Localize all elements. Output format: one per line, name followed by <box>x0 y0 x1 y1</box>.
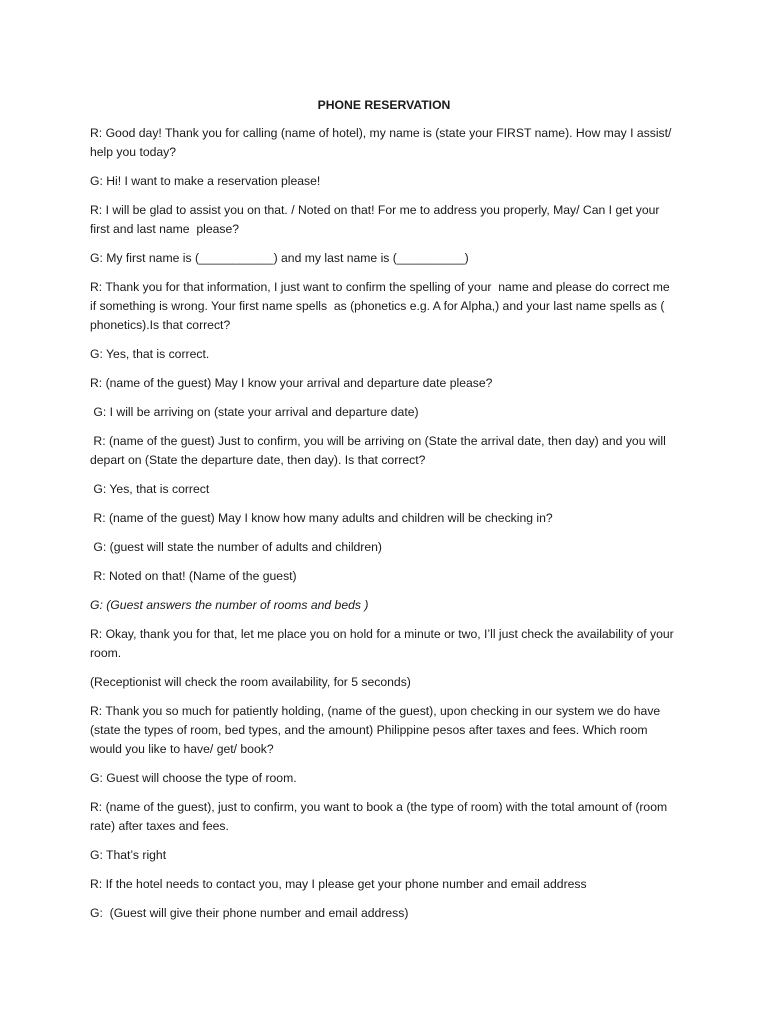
paragraph-14: G: (Guest answers the number of rooms and beds ) <box>90 598 369 612</box>
document-title: PHONE RESERVATION <box>317 98 451 112</box>
paragraph-12: G: (guest will state the number of adults and children) <box>90 540 382 554</box>
paragraph-16: (Receptionist will check the room availability, for 5 seconds) <box>90 675 411 689</box>
paragraph-15: R: Okay, thank you for that, let me place you on hold for a minute or two, I’ll just check the availability of your room. <box>90 627 678 660</box>
paragraph-5: R: Thank you for that information, I just want to confirm the spelling of your name and please do correct me if something is wrong. Your first name spells as (phonetics e.g. A for Alpha,) and your last name spells as ( phonetics).Is that correct? <box>90 280 674 332</box>
paragraph-6: G: Yes, that is correct. <box>90 347 210 361</box>
paragraph-2: G: Hi! I want to make a reservation please! <box>90 174 321 188</box>
paragraph-22: G: (Guest will give their phone number and email address) <box>90 906 409 920</box>
paragraph-13: R: Noted on that! (Name of the guest) <box>90 569 297 583</box>
paragraph-3: R: I will be glad to assist you on that. / Noted on that! For me to address you properly, May/ Can I get your first and last name please? <box>90 203 663 236</box>
paragraph-8: G: I will be arriving on (state your arrival and departure date) <box>90 405 419 419</box>
paragraph-11: R: (name of the guest) May I know how many adults and children will be checking in? <box>90 511 553 525</box>
paragraph-4: G: My first name is (___________) and my last name is (__________) <box>90 251 469 265</box>
paragraph-17: R: Thank you so much for patiently holding, (name of the guest), upon checking in our system we do have (state the types of room, bed types, and the amount) Philippine pesos after taxes and fees. Which room would you like to have/ get/ book? <box>90 704 664 756</box>
paragraph-1: R: Good day! Thank you for calling (name of hotel), my name is (state your FIRST name). How may I assist/ help you today? <box>90 126 675 159</box>
paragraph-20: G: That’s right <box>90 848 167 862</box>
paragraph-10: G: Yes, that is correct <box>90 482 210 496</box>
paragraph-7: R: (name of the guest) May I know your arrival and departure date please? <box>90 376 493 390</box>
document-body <box>90 96 678 933</box>
paragraph-9: R: (name of the guest) Just to confirm, you will be arriving on (State the arrival date, then day) and you will depart on (State the departure date, then day). Is that correct? <box>90 434 670 467</box>
paragraph-19: R: (name of the guest), just to confirm, you want to book a (the type of room) with the total amount of (room rate) after taxes and fees. <box>90 800 671 833</box>
paragraph-21: R: If the hotel needs to contact you, may I please get your phone number and email address <box>90 877 587 891</box>
paragraph-18: G: Guest will choose the type of room. <box>90 771 297 785</box>
